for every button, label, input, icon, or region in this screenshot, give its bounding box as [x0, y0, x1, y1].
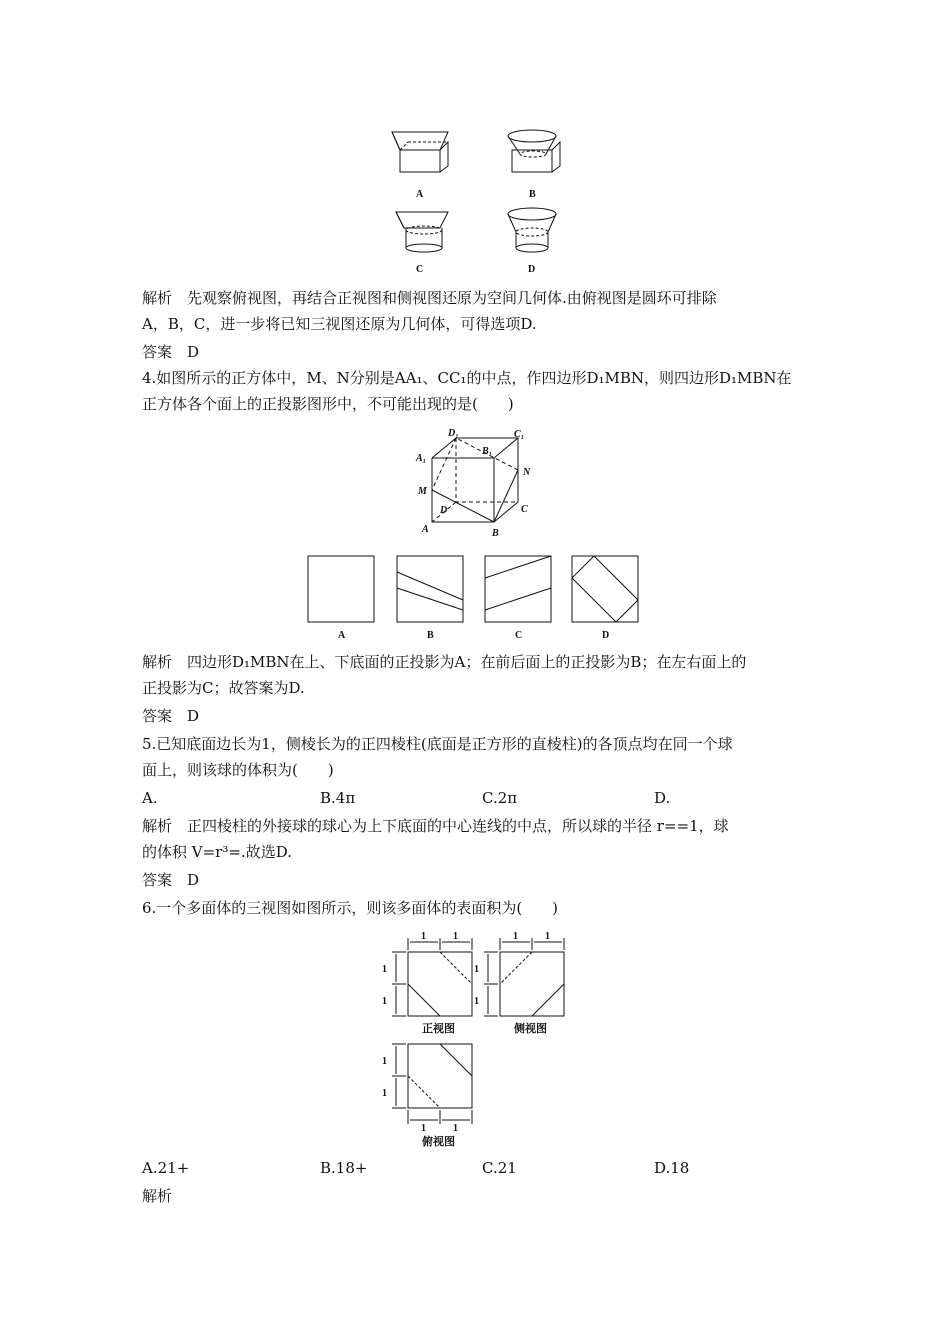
q6-three-views	[380, 928, 580, 1150]
q6-option-b: B.18+	[320, 1159, 368, 1177]
cube-label-b: B	[492, 528, 499, 539]
q6-dim-6: 1	[545, 931, 550, 942]
q6-dim-4: 1	[382, 996, 387, 1007]
q6-front-view	[392, 938, 472, 1016]
cube-label-n: N	[523, 467, 531, 478]
q4-option-d-square	[572, 556, 638, 622]
q6-option-a: A.21+	[142, 1159, 190, 1177]
q6-dim-3: 1	[382, 964, 387, 975]
q4-answer: 答案 D	[142, 707, 200, 725]
cube-label-b1: B₁	[482, 446, 493, 457]
q3-option-a-solid	[392, 132, 448, 172]
q4-stem-line2: 正方体各个面上的正投影图形中，不可能出现的是( )	[142, 395, 514, 413]
q4-stem-line1: 4.如图所示的正方体中，M、N分别是AA₁、CC₁的中点，作四边形D₁MBN，则四边形D₁MBN在	[142, 369, 792, 387]
q3-figure	[380, 120, 580, 280]
q4-option-b-square	[397, 556, 463, 622]
q6-dim-9: 1	[382, 1056, 387, 1067]
q5-answer: 答案 D	[142, 871, 200, 889]
q6-dim-7: 1	[474, 964, 479, 975]
q3-option-b-solid	[508, 130, 560, 172]
q6-option-d: D.18	[654, 1159, 690, 1177]
q3-analysis-line2: A，B，C，进一步将已知三视图还原为几何体，可得选项D.	[142, 315, 537, 333]
q4-projection-options	[300, 552, 646, 644]
q6-top-view-label: 俯视图	[422, 1136, 455, 1148]
q6-option-c: C.21	[482, 1159, 517, 1177]
q4-analysis-line2: 正投影为C；故答案为D.	[142, 679, 305, 697]
q6-dim-8: 1	[474, 996, 479, 1007]
q3-label-b: B	[529, 189, 536, 200]
q3-option-c-solid	[396, 212, 448, 252]
q4-analysis-line1: 解析 四边形D₁MBN在上、下底面的正投影为A；在前后面上的正投影为B；在左右面上的	[142, 653, 747, 671]
q6-front-view-label: 正视图	[422, 1023, 455, 1035]
q3-label-a: A	[416, 189, 424, 200]
q4-option-label-a: A	[338, 630, 346, 641]
q6-dim-1: 1	[421, 931, 426, 942]
q5-analysis-line2: 的体积 V=r³=.故选D.	[142, 843, 292, 861]
cube-label-a: A	[422, 524, 429, 535]
q5-option-a: A.	[142, 789, 158, 807]
q4-cube-figure	[410, 428, 550, 540]
q4-option-c-square	[485, 556, 551, 622]
cube-label-d1: D₁	[448, 428, 459, 439]
q6-top-view	[392, 1044, 472, 1124]
cube-label-m: M	[418, 486, 427, 497]
q6-dim-5: 1	[513, 931, 518, 942]
q3-label-c: C	[416, 264, 424, 275]
q6-dim-11: 1	[421, 1123, 426, 1134]
q6-dim-12: 1	[453, 1123, 458, 1134]
q6-dim-2: 1	[453, 931, 458, 942]
q6-side-view	[484, 938, 564, 1016]
q4-option-label-c: C	[515, 630, 523, 641]
q6-dim-10: 1	[382, 1088, 387, 1099]
cube-label-c1: C₁	[514, 429, 525, 440]
q5-option-b: B.4π	[320, 789, 356, 807]
q3-label-d: D	[528, 264, 536, 275]
q5-option-d: D.	[654, 789, 671, 807]
q5-stem-line2: 面上，则该球的体积为( )	[142, 761, 334, 779]
q4-option-a-square	[308, 556, 374, 622]
q3-option-d-solid	[508, 208, 556, 252]
q4-option-label-b: B	[427, 630, 434, 641]
q5-stem-line1: 5.已知底面边长为1，侧棱长为的正四棱柱(底面是正方形的直棱柱)的各顶点均在同一个球	[142, 735, 733, 753]
q6-stem: 6.一个多面体的三视图如图所示，则该多面体的表面积为( )	[142, 899, 559, 917]
q3-analysis-line1: 解析 先观察俯视图，再结合正视图和侧视图还原为空间几何体.由俯视图是圆环可排除	[142, 289, 717, 307]
q6-side-view-label: 侧视图	[514, 1023, 547, 1035]
cube-label-c: C	[521, 504, 528, 515]
q4-option-label-d: D	[602, 630, 610, 641]
cube-label-a1: A₁	[416, 453, 427, 464]
q3-answer: 答案 D	[142, 343, 200, 361]
q6-analysis: 解析	[142, 1187, 173, 1205]
q5-analysis-line1: 解析 正四棱柱的外接球的球心为上下底面的中心连线的中点，所以球的半径 r==1，球	[142, 817, 729, 835]
cube-label-d: D	[440, 505, 448, 516]
q5-option-c: C.2π	[482, 789, 518, 807]
